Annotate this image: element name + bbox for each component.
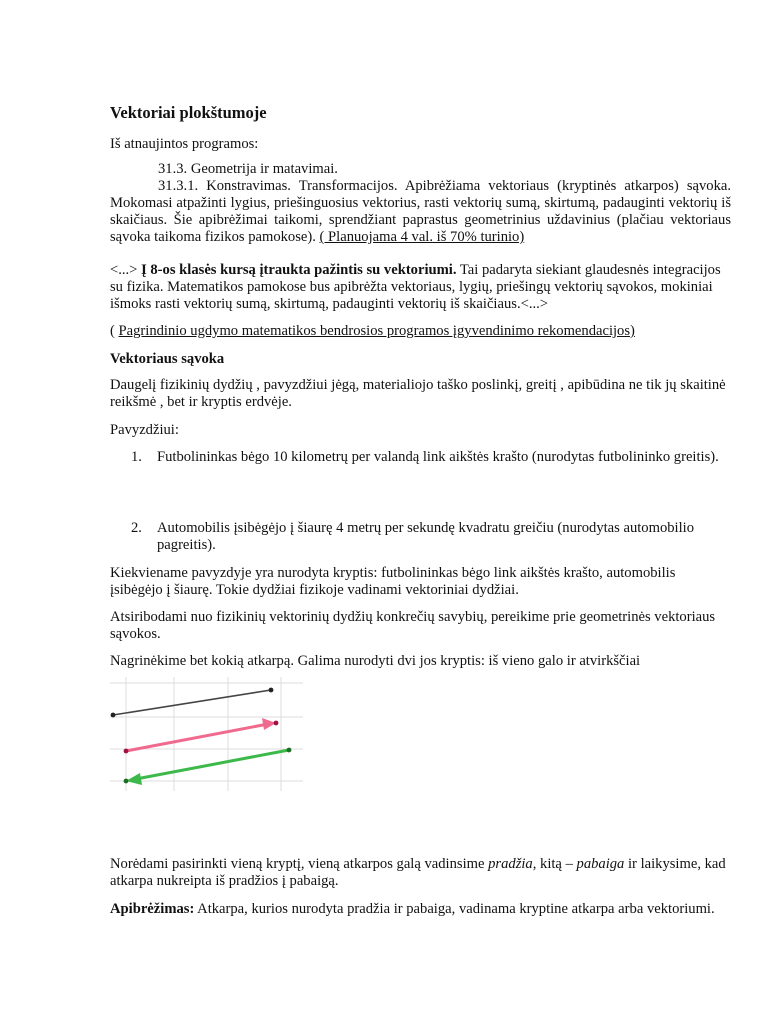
intro-text: Iš atnaujintos programos:	[110, 136, 259, 152]
vector-arrow-right	[126, 724, 268, 751]
paragraph-5	[110, 856, 731, 890]
program-text: 31.3.1. Konstravimas. Transformacijos. Apibrėžiama vektoriaus (kryptinės atkarpos) sąvoka. Mokomasi atpažinti lygius, priešinguosius vektorius, rasti vektorių sumą, skirtumą, padauginti vektorių iš skaičiaus. Šie apibrėžimai taikomi, sprendžiant paprastus geometrinius uždavinius (plačiau vektoriaus sąvoka taikoma fizikos pamokose).	[110, 178, 731, 245]
paragraph-4: Nagrinėkime bet kokią atkarpą. Galima nurodyti dvi jos kryptis: iš vieno galo ir atvirkščiai	[110, 653, 641, 669]
p5-part-a: Norėdami pasirinkti vieną kryptį, vieną atkarpos galą vadinsime	[110, 856, 489, 872]
source-text: Pagrindinio ugdymo matematikos bendrosios programos įgyvendinimo rekomendacijos)	[118, 323, 635, 339]
segment-endpoint	[111, 713, 116, 718]
quote-bold: Į 8-os klasės kursą įtraukta pažintis su vektoriumi.	[141, 262, 457, 278]
plain-segment	[113, 690, 271, 715]
vector-start-point	[124, 749, 129, 754]
quote-open: <...>	[110, 262, 142, 278]
examples-label: Pavyzdžiui:	[110, 422, 179, 438]
quote-rest: Tai padaryta siekiant glaudesnės integracijos su fizika. Matematikos pamokose bus apibrėžta vektoriaus, lygių, priešingų vektorių sąvokos, mokiniai išmoks rasti vektorių sumą, skirtumą, padauginti vektorių iš skaičiaus.<...>	[110, 262, 721, 312]
list-number: 1.	[131, 449, 142, 465]
page-title: Vektoriai plokštumoje	[110, 103, 267, 122]
paragraph-1: Daugelį fizikinių dydžių , pavyzdžiui jėgą, materialiojo taško poslinkį, greitį , apibūdina ne tik jų skaitinė reikšmė , bet ir kryptis erdvėje.	[110, 377, 726, 410]
definition-text: Atkarpa, kurios nurodyta pradžia ir pabaiga, vadinama kryptine atkarpa arba vektoriumi.	[194, 901, 715, 917]
definition-paragraph	[110, 901, 731, 918]
program-line-1: 31.3. Geometrija ir matavimai.	[158, 161, 338, 177]
definition-label: Apibrėžimas:	[110, 901, 195, 917]
quote-paragraph	[110, 262, 731, 313]
arrow-head-left	[126, 773, 142, 785]
segment-endpoint	[269, 688, 274, 693]
list-text: Automobilis įsibėgėjo į šiaurę 4 metrų per sekundę kvadratu greičiu (nurodytas automobilio pagreitis).	[157, 520, 695, 553]
p5-part-c: ir laikysime, kad atkarpa nukreipta iš pradžios į pabaigą.	[110, 856, 726, 889]
vector-arrow-left	[136, 750, 289, 779]
program-plan: ( Planuojama 4 val. iš 70% turinio)	[319, 229, 525, 245]
paragraph-3: Atsiribodami nuo fizikinių vektorinių dydžių konkrečių savybių, pereikime prie geometrinės vektoriaus sąvokos.	[110, 609, 716, 642]
list-text: Futbolininkas bėgo 10 kilometrų per valandą link aikštės krašto (nurodytas futbolininko greitis).	[157, 449, 719, 465]
vector-start-point	[287, 748, 292, 753]
vector-end-point	[274, 721, 279, 726]
source-open: (	[110, 323, 119, 339]
p5-term-end: pabaiga	[576, 856, 625, 872]
p5-term-start: pradžia	[488, 856, 533, 872]
vector-end-point	[124, 779, 129, 784]
vector-figure	[110, 677, 305, 793]
source-citation	[110, 323, 731, 340]
list-number: 2.	[131, 520, 142, 536]
p5-part-b: , kitą –	[532, 856, 577, 872]
program-paragraph	[110, 178, 731, 246]
section-heading: Vektoriaus sąvoka	[110, 351, 225, 367]
paragraph-2: Kiekviename pavyzdyje yra nurodyta kryptis: futbolininkas bėgo link aikštės krašto, automobilis įsibėgėjo į šiaurę. Tokie dydžiai fizikoje vadinami vektoriniai dydžiai.	[110, 565, 676, 598]
